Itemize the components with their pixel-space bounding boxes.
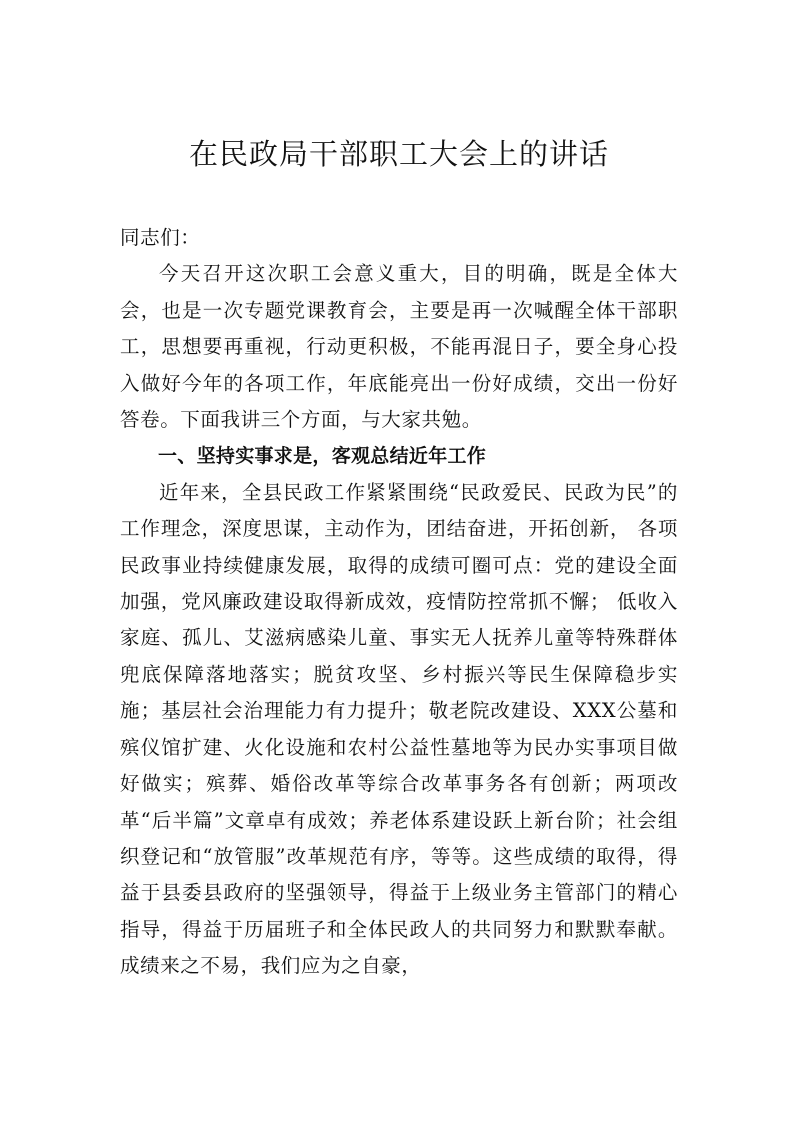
salutation: 同志们： [120,226,201,249]
document-title: 在民政局干部职工大会上的讲话 [188,137,609,171]
document-body [120,220,678,985]
section-heading: 一、坚持实事求是，客观总结近年工作 [158,445,487,468]
section-paragraph: 近年来，全县民政工作紧紧围绕“民政爱民、民政为民”的工作理念，深度思谋，主动作为，团结奋进，开拓创新， 各项民政事业持续健康发展，取得的成绩可圈可点：党的建设全面加强，党风廉政建设取得新成效，疫情防控常抓不懈； 低收入家庭、孤儿、艾滋病感染儿童、事实无人抚养儿童等特殊群体兜底保障落地落实；脱贫攻坚、乡村振兴等民生保障稳步实施；基层社会治理能力有力提升；敬老院改建设、XXX公墓和殡仪馆扩建、火化设施和农村公益性墓地等为民办实事项目做好做实；殡葬、婚俗改革等综合改革事务各有创新；两项改革“后半篇”文章卓有成效；养老体系建设跃上新台阶；社会组织登记和“放管服”改革规范有序，等等。这些成绩的取得，得益于县委县政府的坚强领导，得益于上级业务主管部门的精心指导，得益于历届班子和全体民政人的共同努力和默默奉献。成绩来之不易，我们应为之自豪， [120,480,678,978]
intro-paragraph: 今天召开这次职工会意义重大，目的明确，既是全体大会，也是一次专题党课教育会，主要是再一次喊醒全体干部职工，思想要再重视，行动更积极，不能再混日子，要全身心投入做好今年的各项工作，年底能亮出一份好成绩，交出一份好答卷。下面我讲三个方面，与大家共勉。 [120,262,678,432]
